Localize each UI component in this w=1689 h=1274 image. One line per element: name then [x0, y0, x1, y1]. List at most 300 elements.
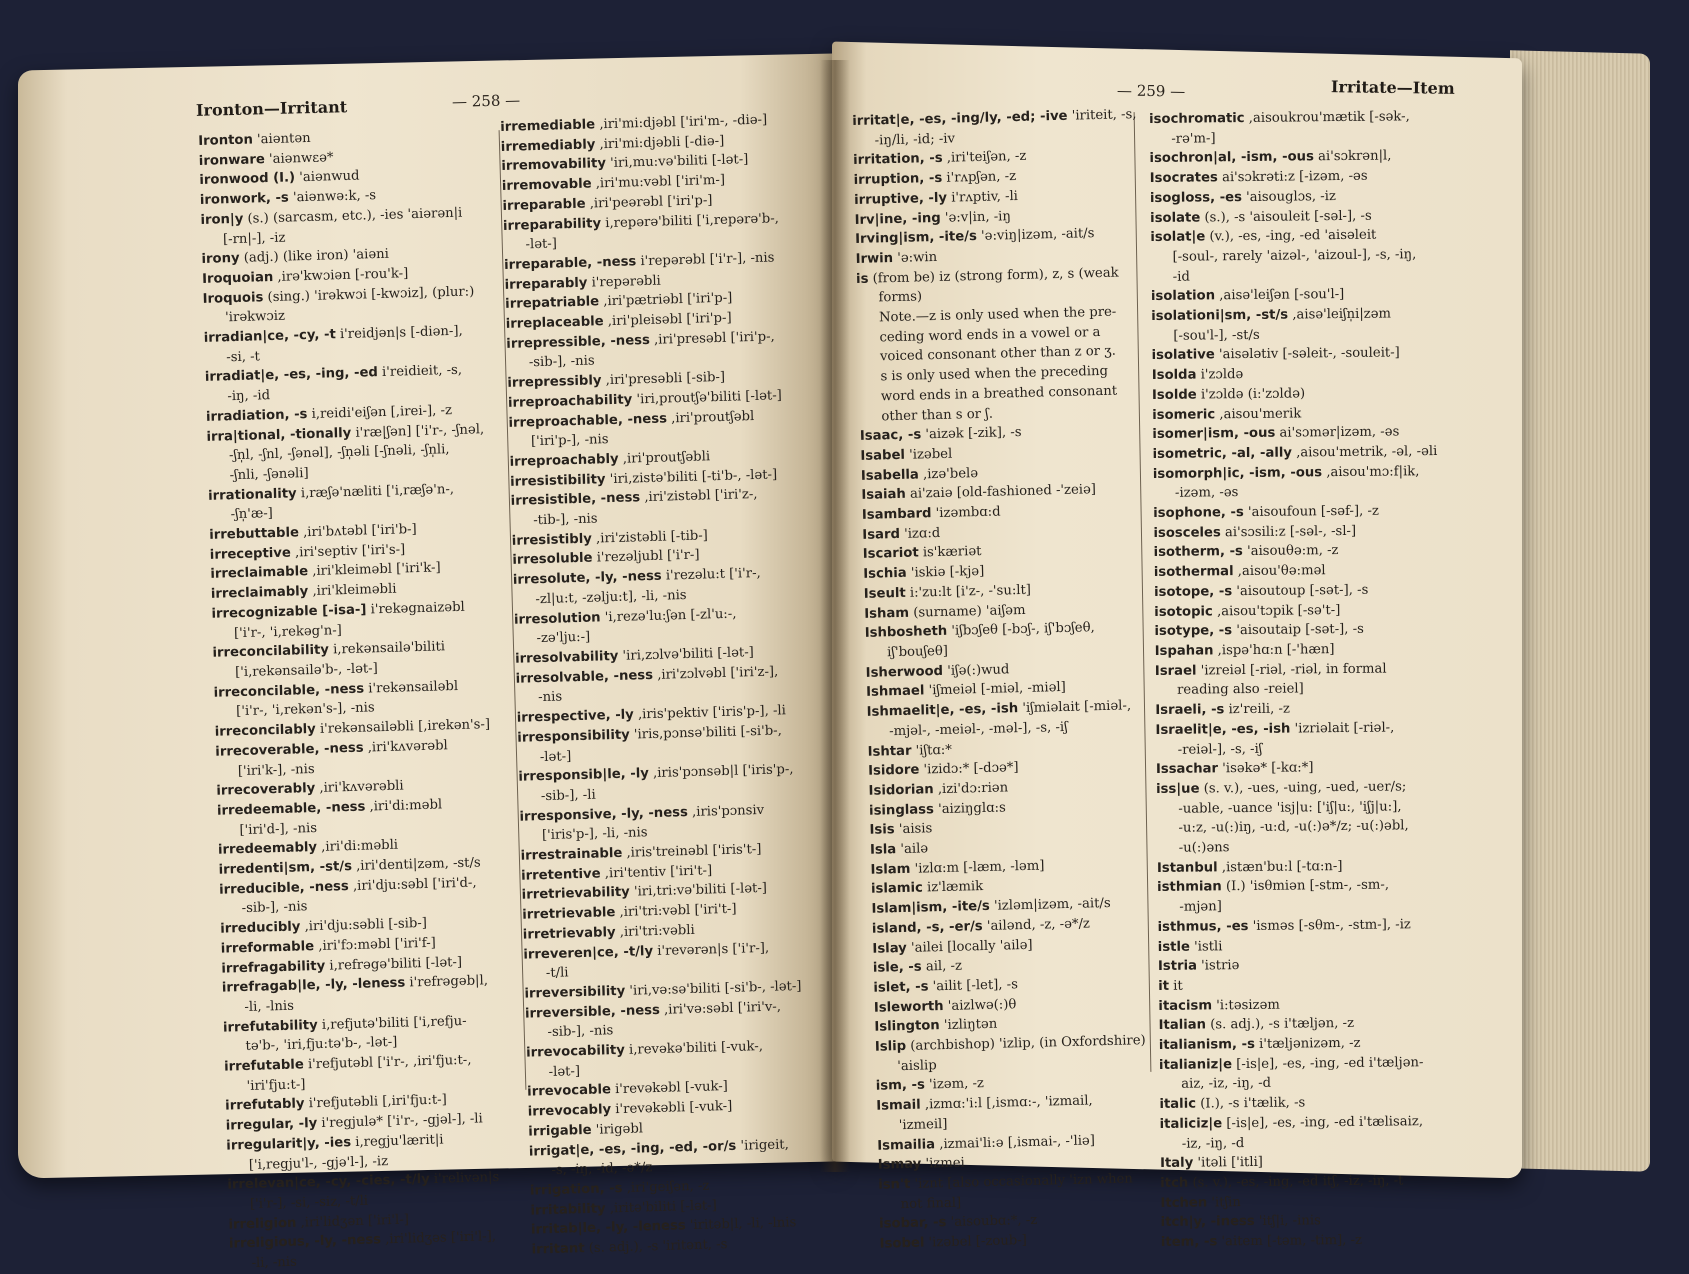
entry-headword: isotherm, -s: [1154, 545, 1243, 561]
entry-headword: Isambard: [862, 506, 932, 523]
entry-pronunciation: -sib-], -nis: [529, 354, 595, 371]
entry-pronunciation: i'reidieit, -s,: [378, 363, 463, 380]
entry-pronunciation: ,iri'tri:vəbl ['iri't-]: [615, 902, 737, 920]
entry-pronunciation: not final]: [901, 1195, 962, 1211]
right-page-number: — 259 —: [1117, 82, 1185, 101]
entry-headword: Israelit|e, -es, -ish: [1155, 721, 1290, 737]
entry-pronunciation: ,iri'mu:vəbl ['iri'm-]: [591, 173, 725, 192]
entry-pronunciation: ,iri'tentiv ['iri't-]: [600, 863, 712, 881]
entry-pronunciation: -uable, -uance 'isj|u: ['iʃ|u:, 'iʃj|u:],: [1178, 799, 1401, 816]
entry-headword: irresolute, -ly, -ness: [513, 569, 662, 588]
entry-pronunciation: 'irəkwɔiz: [225, 309, 285, 326]
entry-headword: irreclaimably: [211, 584, 309, 602]
entry-pronunciation: ,iri'peərəbl ['iri'p-]: [585, 193, 712, 212]
entry-pronunciation: 'ailit [-let], -s: [928, 977, 1018, 994]
entry-headword: irrigat|e, -es, -ing, -ed, -or/s: [529, 1138, 737, 1159]
entry-pronunciation: i'ræ|ʃən] ['i'r-, -ʃnəl,: [351, 422, 484, 441]
entry-pronunciation: -u:z, -u(:)iŋ, -u:d, -u(:)ə*/z; -u(:)əbl,: [1178, 819, 1408, 836]
entry-headword: Istanbul: [1157, 860, 1218, 876]
entry-pronunciation: ,iri'kleiməbl ['iri'k-]: [308, 561, 441, 580]
entry-pronunciation: ['iri'p-], -nis: [531, 432, 609, 449]
entry-headword: irrepressibly: [507, 373, 602, 391]
entry-headword: irrestrainable: [520, 846, 622, 864]
entry-headword: Islay: [872, 940, 907, 956]
entry-pronunciation: 'istli: [1190, 939, 1223, 954]
entry-pronunciation: ,iri'bʌtəbl ['iri'b-]: [299, 522, 417, 540]
entry-pronunciation: 'i:təsizəm: [1212, 997, 1280, 1013]
entry-headword: irrebuttable: [209, 525, 299, 542]
entry-headword: Isabella: [861, 467, 919, 483]
entry-pronunciation: forms): [878, 290, 922, 306]
entry-pronunciation: is'kæriət: [918, 544, 981, 561]
entry-pronunciation: i'reidjən|s [-diən-],: [336, 324, 463, 343]
entry-pronunciation: 'aisouθə:m, -z: [1243, 544, 1339, 560]
entry-pronunciation: -izəm, -əs: [1175, 485, 1238, 501]
entry-pronunciation: ,iri'teiʃən, -z: [942, 149, 1026, 166]
entry-headword: isolation: [1151, 289, 1215, 305]
entry-pronunciation: ,iri'dju:səbli [-sib-]: [300, 916, 427, 935]
entry-headword: italianism, -s: [1159, 1037, 1255, 1053]
entry-headword: irrecognizable [-isa-]: [211, 602, 366, 621]
entry-pronunciation: i'rezəlu:t ['i'r-,: [661, 566, 760, 584]
entry-pronunciation: -lət-]: [525, 237, 557, 253]
entry-headword: ironwork, -s: [200, 191, 289, 208]
entry-pronunciation: -rə'm-]: [1171, 131, 1215, 146]
entry-pronunciation: i'regjulə* ['i'r-, -gjəl-], -li: [317, 1112, 483, 1132]
entry-headword: irreducibly: [220, 920, 301, 937]
entry-headword: irreparably: [504, 275, 587, 292]
entry-headword: Istria: [1158, 959, 1197, 974]
entry-headword: irreligion: [228, 1215, 296, 1232]
entry-headword: Ismail: [876, 1098, 921, 1114]
entry-pronunciation: iʃ'bouʃeθ]: [887, 644, 948, 660]
entry-headword: irony: [201, 251, 239, 267]
entry-pronunciation: 'iri,tri:və'biliti [-lət-]: [630, 881, 768, 900]
entry-pronunciation: i'refrəgəb|l,: [405, 973, 488, 990]
entry-headword: irrationality: [208, 486, 297, 503]
entry-headword: isthmus, -es: [1157, 919, 1248, 935]
entry-headword: isolat|e: [1150, 230, 1205, 246]
entry-headword: isotype, -s: [1154, 623, 1232, 639]
entry-headword: irreformable: [221, 939, 315, 957]
entry-pronunciation: ,izi'dɔ:riən: [933, 780, 1008, 797]
entry-pronunciation: ,iri'lidʒən ['iri'l-]: [296, 1212, 409, 1230]
entry-pronunciation: (s. adj.), -s 'iritənt, -s: [584, 1237, 727, 1256]
entry-pronunciation: -u(:)əns: [1179, 840, 1230, 856]
entry-pronunciation: 'iri,proutʃə'biliti [-lət-]: [632, 388, 782, 407]
entry-headword: irreversibility: [524, 984, 625, 1002]
right-column-1: [852, 105, 1165, 1254]
entry-headword: Iseult: [864, 586, 906, 602]
entry-headword: isthmian: [1157, 880, 1222, 896]
entry-pronunciation: ,iri'pætriəbl ['iri'p-]: [599, 291, 733, 310]
entry-headword: irremovability: [501, 156, 606, 174]
entry-headword: iron|y: [200, 212, 243, 228]
entry-pronunciation: -lət-]: [540, 749, 572, 765]
entry-pronunciation: i'revəkəbli [-vuk-]: [611, 1099, 733, 1117]
entry-pronunciation: i'relivən|s: [430, 1170, 500, 1187]
entry-headword: irrigable: [528, 1123, 592, 1140]
entry-headword: irresistible, -ness: [511, 491, 641, 510]
entry-headword: irrefragab|le, -ly, -leness: [222, 976, 406, 996]
entry-headword: irretrievability: [522, 885, 631, 903]
entry-pronunciation: ,iris'pektiv ['iris'p-], -li: [634, 703, 787, 722]
entry-pronunciation: iz'læmik: [923, 879, 984, 895]
entry-pronunciation: i,ræʃə'næliti ['i,ræʃə'n-,: [296, 482, 454, 501]
entry-pronunciation: -id: [1173, 269, 1190, 284]
entry-pronunciation: (adj.) (like iron) 'aiəni: [239, 247, 389, 266]
entry-pronunciation: -iŋ, -id: [227, 388, 270, 404]
entry-pronunciation: voiced consonant other than z or ʒ.: [880, 344, 1116, 365]
entry-headword: irrecoverable, -ness: [215, 740, 364, 759]
entry-headword: Islam|ism, -ite/s: [871, 899, 990, 917]
entry-headword: irreconcilability: [212, 643, 329, 661]
entry-pronunciation: [-rn|-], -iz: [223, 230, 286, 247]
entry-pronunciation: 'irigəbl: [591, 1121, 643, 1137]
entry-headword: itch|y, -iness: [1161, 1214, 1255, 1230]
entry-pronunciation: -si, -t: [226, 349, 260, 365]
entry-pronunciation: ,iri'tri:vəbli: [615, 923, 695, 940]
entry-pronunciation: ,iri'zistəbli [-tib-]: [592, 528, 708, 546]
entry-headword: Italy: [1160, 1156, 1193, 1171]
entry-headword: Ischia: [863, 566, 907, 582]
entry-headword: irredeemable, -ness: [217, 799, 366, 818]
entry-headword: isophone, -s: [1153, 505, 1244, 521]
entry-headword: irrevocably: [528, 1102, 612, 1119]
entry-headword: Isaiah: [861, 487, 906, 503]
entry-headword: istle: [1158, 939, 1190, 954]
entry-pronunciation: [-is|e], -es, -ing, -ed i'tæljən-: [1232, 1055, 1424, 1072]
entry-headword: Issachar: [1156, 762, 1218, 778]
entry-headword: Isaac, -s: [860, 428, 922, 444]
entry-pronunciation: ,istæn'bu:l [-tɑ:n-]: [1218, 859, 1343, 875]
entry-pronunciation: ,aisou'mɔ:f|ik,: [1322, 464, 1420, 480]
entry-pronunciation: other than s or ʃ.: [881, 406, 993, 424]
entry-headword: ism, -s: [876, 1078, 925, 1094]
entry-pronunciation: i'revərən|s ['i'r-],: [653, 940, 769, 958]
entry-pronunciation: i'repərəbli: [587, 273, 661, 290]
entry-pronunciation: ,aisə'leiʃən [-sou'l-]: [1215, 287, 1344, 303]
entry-pronunciation: 'izliŋtən: [940, 1017, 998, 1033]
entry-pronunciation: 'aiənwə:k, -s: [289, 188, 377, 205]
entry-headword: Iscariot: [863, 546, 919, 562]
entry-pronunciation: 'iri,zɔlvə'biliti [-lət-]: [618, 645, 754, 664]
entry-headword: irradiat|e, -es, -ing, -ed: [205, 366, 378, 386]
entry-headword: isomeric: [1152, 407, 1215, 423]
entry-pronunciation: iz'reili, -z: [1224, 702, 1290, 718]
entry-headword: irresolution: [514, 610, 601, 627]
entry-pronunciation: ,izmai'li:ə [,ismai-, -'liə]: [935, 1133, 1095, 1152]
entry-headword: isobar, -s: [879, 1215, 947, 1232]
entry-headword: iss|ue: [1156, 781, 1200, 796]
entry-pronunciation: 'ailənd, -z, -ə*/z: [982, 916, 1090, 934]
entry-headword: irritant: [531, 1241, 584, 1257]
entry-pronunciation: 'iritəb|l, -li, -lnis: [686, 1216, 797, 1234]
entry-pronunciation: ['iri'd-], -nis: [239, 821, 317, 838]
entry-pronunciation: 'izəbel: [905, 447, 953, 463]
entry-pronunciation: 'aisoutaip [-sət-], -s: [1232, 622, 1364, 638]
entry-pronunciation: i,regju'lærit|i: [351, 1132, 444, 1150]
entry-headword: Itchen: [1160, 1195, 1207, 1210]
entry-pronunciation: i'rekəgnaizəbl: [366, 600, 465, 618]
entry-pronunciation: 'izidɔ:* [-dɔə*]: [919, 760, 1019, 777]
entry-headword: irregular, -ly: [226, 1116, 318, 1134]
entry-pronunciation: 'aiənwud: [295, 169, 360, 186]
entry-pronunciation: -nis: [538, 690, 562, 706]
entry-headword: Italian: [1159, 1018, 1207, 1033]
entry-headword: Isla: [870, 842, 897, 858]
entry-headword: it: [1158, 979, 1169, 994]
page-edges: [1510, 50, 1650, 1171]
entry-headword: isothermal: [1154, 564, 1234, 580]
entry-pronunciation: 'izəm, -z: [925, 1077, 984, 1093]
entry-headword: Isham: [864, 605, 909, 621]
entry-headword: Ishbosheth: [865, 624, 948, 641]
entry-pronunciation: 'itʃin: [1207, 1195, 1241, 1210]
entry-headword: irredeemably: [218, 840, 317, 858]
entry-pronunciation: 'isməs [-sθm-, -stm-], -iz: [1248, 917, 1411, 934]
entry-pronunciation: -s, -iŋ, -id, -ə*/z: [551, 1160, 652, 1178]
entry-headword: italianiz|e: [1159, 1057, 1232, 1073]
entry-headword: itacism: [1158, 998, 1212, 1014]
entry-pronunciation: reading also -reiel]: [1177, 682, 1304, 698]
entry-headword: isosceles: [1153, 525, 1221, 541]
entry-headword: irritation, -s: [853, 151, 943, 168]
entry-pronunciation: (I.) 'isθmiən [-stm-, -sm-,: [1222, 878, 1389, 895]
entry-pronunciation: 'ə:win: [893, 250, 937, 266]
entry-pronunciation: 'aisis: [895, 822, 933, 838]
entry-pronunciation: ,iritə'biliti [-lət-]: [605, 1198, 717, 1216]
entry-pronunciation: 'isəkə* [-kɑ:*]: [1218, 761, 1314, 777]
entry-headword: Isobel: [879, 1236, 924, 1252]
entry-headword: Ismailia: [877, 1137, 935, 1153]
entry-pronunciation: 'aiənwεə*: [265, 150, 334, 167]
entry-headword: irretrievable: [522, 905, 616, 923]
entry-headword: Isidorian: [868, 782, 933, 799]
entry-headword: irresistibly: [512, 531, 592, 548]
entry-headword: irritab|le, -ly, -leness: [531, 1219, 686, 1238]
entry-headword: irretrievably: [523, 925, 616, 943]
entry-pronunciation: i'zɔldə (i:'zɔldə): [1197, 386, 1306, 402]
entry-headword: irrefragability: [221, 958, 325, 976]
entry-headword: isomer|ism, -ous: [1152, 426, 1275, 442]
entry-pronunciation: 'izləm|izəm, -ait/s: [990, 896, 1111, 914]
right-column-2: [1149, 107, 1476, 1253]
entry-pronunciation: i'refjutəbli [,iri'fju:t-]: [304, 1093, 447, 1112]
entry-headword: isotope, -s: [1154, 584, 1232, 600]
entry-headword: irrepatriable: [505, 295, 599, 313]
entry-headword: irra|tional, -tionally: [206, 425, 351, 444]
entry-pronunciation: 'iʃə(:)wud: [943, 662, 1010, 679]
entry-headword: Irving|ism, -ite/s: [855, 229, 977, 247]
entry-pronunciation: -li, -nis: [251, 1255, 297, 1271]
entry-pronunciation: ,izə'belə: [919, 466, 979, 482]
entry-headword: isochron|al, -ism, -ous: [1149, 150, 1314, 167]
entry-headword: isochromatic: [1149, 111, 1245, 127]
entry-pronunciation: -ʃnli, -ʃənəli]: [229, 466, 308, 483]
entry-pronunciation: ['iri'k-], -nis: [238, 761, 315, 778]
entry-pronunciation: 'iri'fju:t-]: [246, 1077, 305, 1094]
entry-pronunciation: i,refrəgə'biliti [-lət-]: [325, 954, 462, 973]
entry-pronunciation: ai'zaiə [old-fashioned -'zeiə]: [906, 483, 1097, 503]
entry-headword: irreversible, -ness: [525, 1003, 660, 1022]
entry-headword: Isherwood: [866, 664, 944, 681]
entry-pronunciation: ,iri'mi:djəbli [-diə-]: [595, 133, 724, 152]
entry-pronunciation: 'aitem [-təm, -tim], -z: [1217, 1233, 1362, 1250]
entry-headword: Iroquoian: [202, 270, 274, 287]
entry-headword: isolationi|sm, -st/s: [1151, 308, 1288, 324]
entry-headword: item, -s: [1161, 1234, 1218, 1250]
entry-headword: irritat|e, -es, -ing/ly, -ed; -ive: [852, 109, 1068, 129]
entry-pronunciation: 'izmei: [921, 1156, 965, 1172]
entry-pronunciation: 'aiəntən: [253, 131, 311, 148]
entry-headword: irrefutably: [225, 1097, 305, 1114]
entry-headword: Israel: [1155, 663, 1197, 678]
entry-headword: irrespective, -ly: [517, 708, 634, 726]
left-page-number: — 258 —: [452, 91, 521, 111]
entry-headword: isomorph|ic, -ism, -ous: [1153, 465, 1322, 482]
entry-pronunciation: ,iri'kʌvərəbl: [363, 738, 448, 755]
entry-headword: ironware: [199, 152, 265, 169]
left-column-1: [198, 123, 545, 1274]
entry-pronunciation: -zə'lju:-]: [536, 630, 590, 646]
entry-pronunciation: [-soul-, rarely 'aizəl-, 'aizoul-], -s, -iŋ,: [1172, 247, 1416, 265]
entry-headword: irreplaceable: [506, 314, 604, 332]
dictionary-entry: [1161, 1230, 1476, 1253]
entry-headword: Isidore: [868, 763, 920, 779]
entry-headword: irreproachability: [508, 392, 633, 410]
entry-headword: isle, -s: [873, 960, 922, 976]
entry-headword: irresponsibility: [517, 727, 630, 745]
entry-headword: irresolvability: [515, 649, 619, 667]
entry-pronunciation: i'repərəbl ['i'r-], -nis: [636, 250, 775, 269]
entry-pronunciation: i,refjutə'biliti ['i,refju-: [317, 1013, 466, 1032]
entry-pronunciation: 'ailei [locally 'ailə]: [907, 937, 1033, 955]
entry-headword: irrefutable: [224, 1057, 304, 1074]
entry-headword: isotopic: [1154, 604, 1213, 620]
entry-pronunciation: 'aisoubɑ:*, -z: [946, 1213, 1037, 1230]
entry-pronunciation: -tib-], -nis: [533, 511, 598, 528]
entry-pronunciation: i'revəkəbl [-vuk-]: [611, 1079, 728, 1097]
entry-pronunciation: -iŋ/li, -id; -iv: [875, 131, 956, 148]
entry-headword: irretentive: [521, 866, 601, 883]
entry-pronunciation: 'aisoufoun [-səf-], -z: [1244, 504, 1379, 520]
entry-pronunciation: i,reidi'eiʃən [,irei-], -z: [307, 403, 452, 422]
entry-headword: irrecoverably: [216, 781, 315, 799]
entry-pronunciation: ,iri'zistəbl ['iri'z-,: [640, 487, 758, 505]
entry-pronunciation: ,iri'di:məbl: [365, 797, 442, 814]
entry-headword: irredenti|sm, -st/s: [218, 859, 352, 878]
entry-headword: Irv|ine, -ing: [854, 210, 940, 227]
entry-pronunciation: 'aisouglɔs, -iz: [1242, 189, 1336, 205]
entry-pronunciation: tə'b-, 'iri,fju:tə'b-, -lət-]: [245, 1035, 397, 1054]
entry-pronunciation: 'aislip: [897, 1058, 937, 1074]
entry-pronunciation: ,iri'septiv ['iri's-]: [291, 542, 406, 560]
entry-pronunciation: ai'sɔsili:z [-səl-, -sl-]: [1221, 524, 1356, 540]
entry-pronunciation: ail, -z: [921, 959, 962, 975]
entry-headword: irreclaimable: [210, 565, 308, 583]
entry-pronunciation: ['i,regju'l-, -gjə'l-], -iz: [249, 1154, 389, 1173]
entry-headword: Irwin: [855, 251, 893, 267]
entry-pronunciation: ,aisou'metrik, -əl, -əli: [1292, 444, 1438, 461]
entry-pronunciation: (archbishop) 'izlip, (in Oxfordshire): [906, 1033, 1146, 1054]
entry-headword: irreparable, -ness: [504, 254, 637, 273]
entry-pronunciation: (v.), -es, -ing, -ed 'aisəleit: [1205, 228, 1376, 245]
entry-pronunciation: ['iris'p-], -li, -nis: [542, 825, 648, 843]
entry-pronunciation: (s.) (sarcasm, etc.), -ies 'aiərən|i: [243, 205, 462, 226]
entry-pronunciation: -sib-], -nis: [242, 900, 308, 917]
entry-pronunciation: s is only used when the preceding: [880, 364, 1108, 385]
entry-headword: Ismay: [878, 1157, 922, 1173]
entry-pronunciation: -sib-], -nis: [547, 1024, 613, 1041]
entry-pronunciation: ,iri'pleisəbl ['iri'p-]: [603, 311, 731, 330]
entry-pronunciation: 'ə:viŋ|izəm, -ait/s: [977, 226, 1095, 244]
entry-pronunciation: i'rezəljubl ['i'r-]: [592, 548, 699, 566]
entry-pronunciation: ['i,rekənsailə'b-, -lət-]: [235, 661, 378, 680]
entry-pronunciation: ,aisoukrou'mætik [-sək-,: [1245, 109, 1410, 126]
entry-pronunciation: ,iris'pɔnsiv: [688, 803, 765, 820]
entry-pronunciation: 'iʃbɔʃeθ [-bɔʃ-, iʃ'bɔʃeθ,: [947, 621, 1095, 640]
entry-pronunciation: -mjəl-, -meiəl-, -məl-], -s, -iʃ: [889, 720, 1068, 739]
entry-pronunciation: ,iri'kleiməbli: [308, 582, 397, 599]
entry-pronunciation: 'aisələtiv [-səleit-, -souleit-]: [1215, 346, 1400, 363]
entry-pronunciation: ,iri'mi:djəbl ['iri'm-, -diə-]: [595, 113, 767, 133]
entry-pronunciation: (surname) 'aiʃəm: [909, 602, 1026, 620]
entry-pronunciation: i,repərə'biliti ['i,repərə'b-,: [601, 211, 779, 231]
entry-headword: irreconcilably: [215, 722, 316, 740]
entry-pronunciation: 'aizək [-zik], -s: [921, 425, 1022, 442]
entry-pronunciation: 'irigeit,: [736, 1137, 789, 1153]
entry-headword: irrevocable: [527, 1083, 611, 1100]
entry-pronunciation: ,iri'geiʃən, -z: [622, 1179, 709, 1196]
entry-pronunciation: -sib-], -li: [541, 788, 596, 805]
entry-pronunciation: 'aizlwə(:)θ: [943, 997, 1016, 1014]
entry-pronunciation: aiz, -iz, -iŋ, -d: [1181, 1076, 1271, 1092]
entry-pronunciation: ,aisou'tɔpik [-sə't-]: [1213, 603, 1341, 619]
entry-pronunciation: 'itəli ['itli]: [1193, 1155, 1263, 1171]
entry-pronunciation: i'rʌpʃən, -z: [942, 169, 1016, 186]
entry-pronunciation: (sing.) 'irəkwɔi [-kwɔiz], (plur:): [263, 284, 474, 305]
entry-headword: irremediable: [500, 117, 595, 135]
entry-headword: irregularit|y, -ies: [226, 1135, 351, 1153]
entry-headword: irresistibility: [510, 472, 606, 490]
entry-headword: isolative: [1151, 348, 1214, 364]
entry-pronunciation: ,iri'di:məbli: [317, 838, 398, 855]
entry-pronunciation: ,iri'zɔlvəbl ['iri'z-],: [653, 664, 779, 682]
entry-headword: irreducible, -ness: [219, 879, 349, 898]
entry-headword: Ishmael: [866, 684, 925, 700]
entry-headword: irrevocability: [526, 1043, 625, 1061]
entry-pronunciation: 'iri,və:sə'biliti [-si'b-, -lət-]: [625, 979, 802, 999]
entry-pronunciation: ,iris'pɔnsəb|l ['iris'p-,: [649, 762, 794, 781]
entry-pronunciation: 'izlɑ:m [-læm, -ləm]: [910, 858, 1044, 876]
entry-pronunciation: 'izəbel [-zoub-]: [924, 1233, 1027, 1250]
entry-pronunciation: ,iri'proutʃəbli: [618, 449, 710, 467]
entry-headword: irresolvable, -ness: [515, 668, 653, 687]
entry-pronunciation: ,aisə'leiʃn̩i|zəm: [1288, 307, 1391, 323]
entry-headword: isinglass: [869, 802, 934, 819]
entry-headword: irreceptive: [210, 545, 291, 562]
entry-pronunciation: it: [1169, 979, 1183, 994]
entry-headword: irreveren|ce, -t/ly: [523, 944, 653, 963]
entry-headword: Isard: [862, 527, 900, 543]
entry-pronunciation: -ʃn̩l, -ʃnl, -ʃənəl], -ʃn̩əli [-ʃnəli, -ʃn̩li,: [229, 442, 450, 463]
entry-pronunciation: (from be) iz (strong form), z, s (weak: [868, 265, 1119, 286]
entry-pronunciation: ['i'r-, 'i,rekəg'n-]: [234, 623, 342, 641]
entry-pronunciation: ,iri'kʌvərəbli: [315, 779, 404, 796]
entry-headword: Isleworth: [874, 999, 944, 1016]
entry-pronunciation: 'istriə: [1197, 958, 1240, 973]
